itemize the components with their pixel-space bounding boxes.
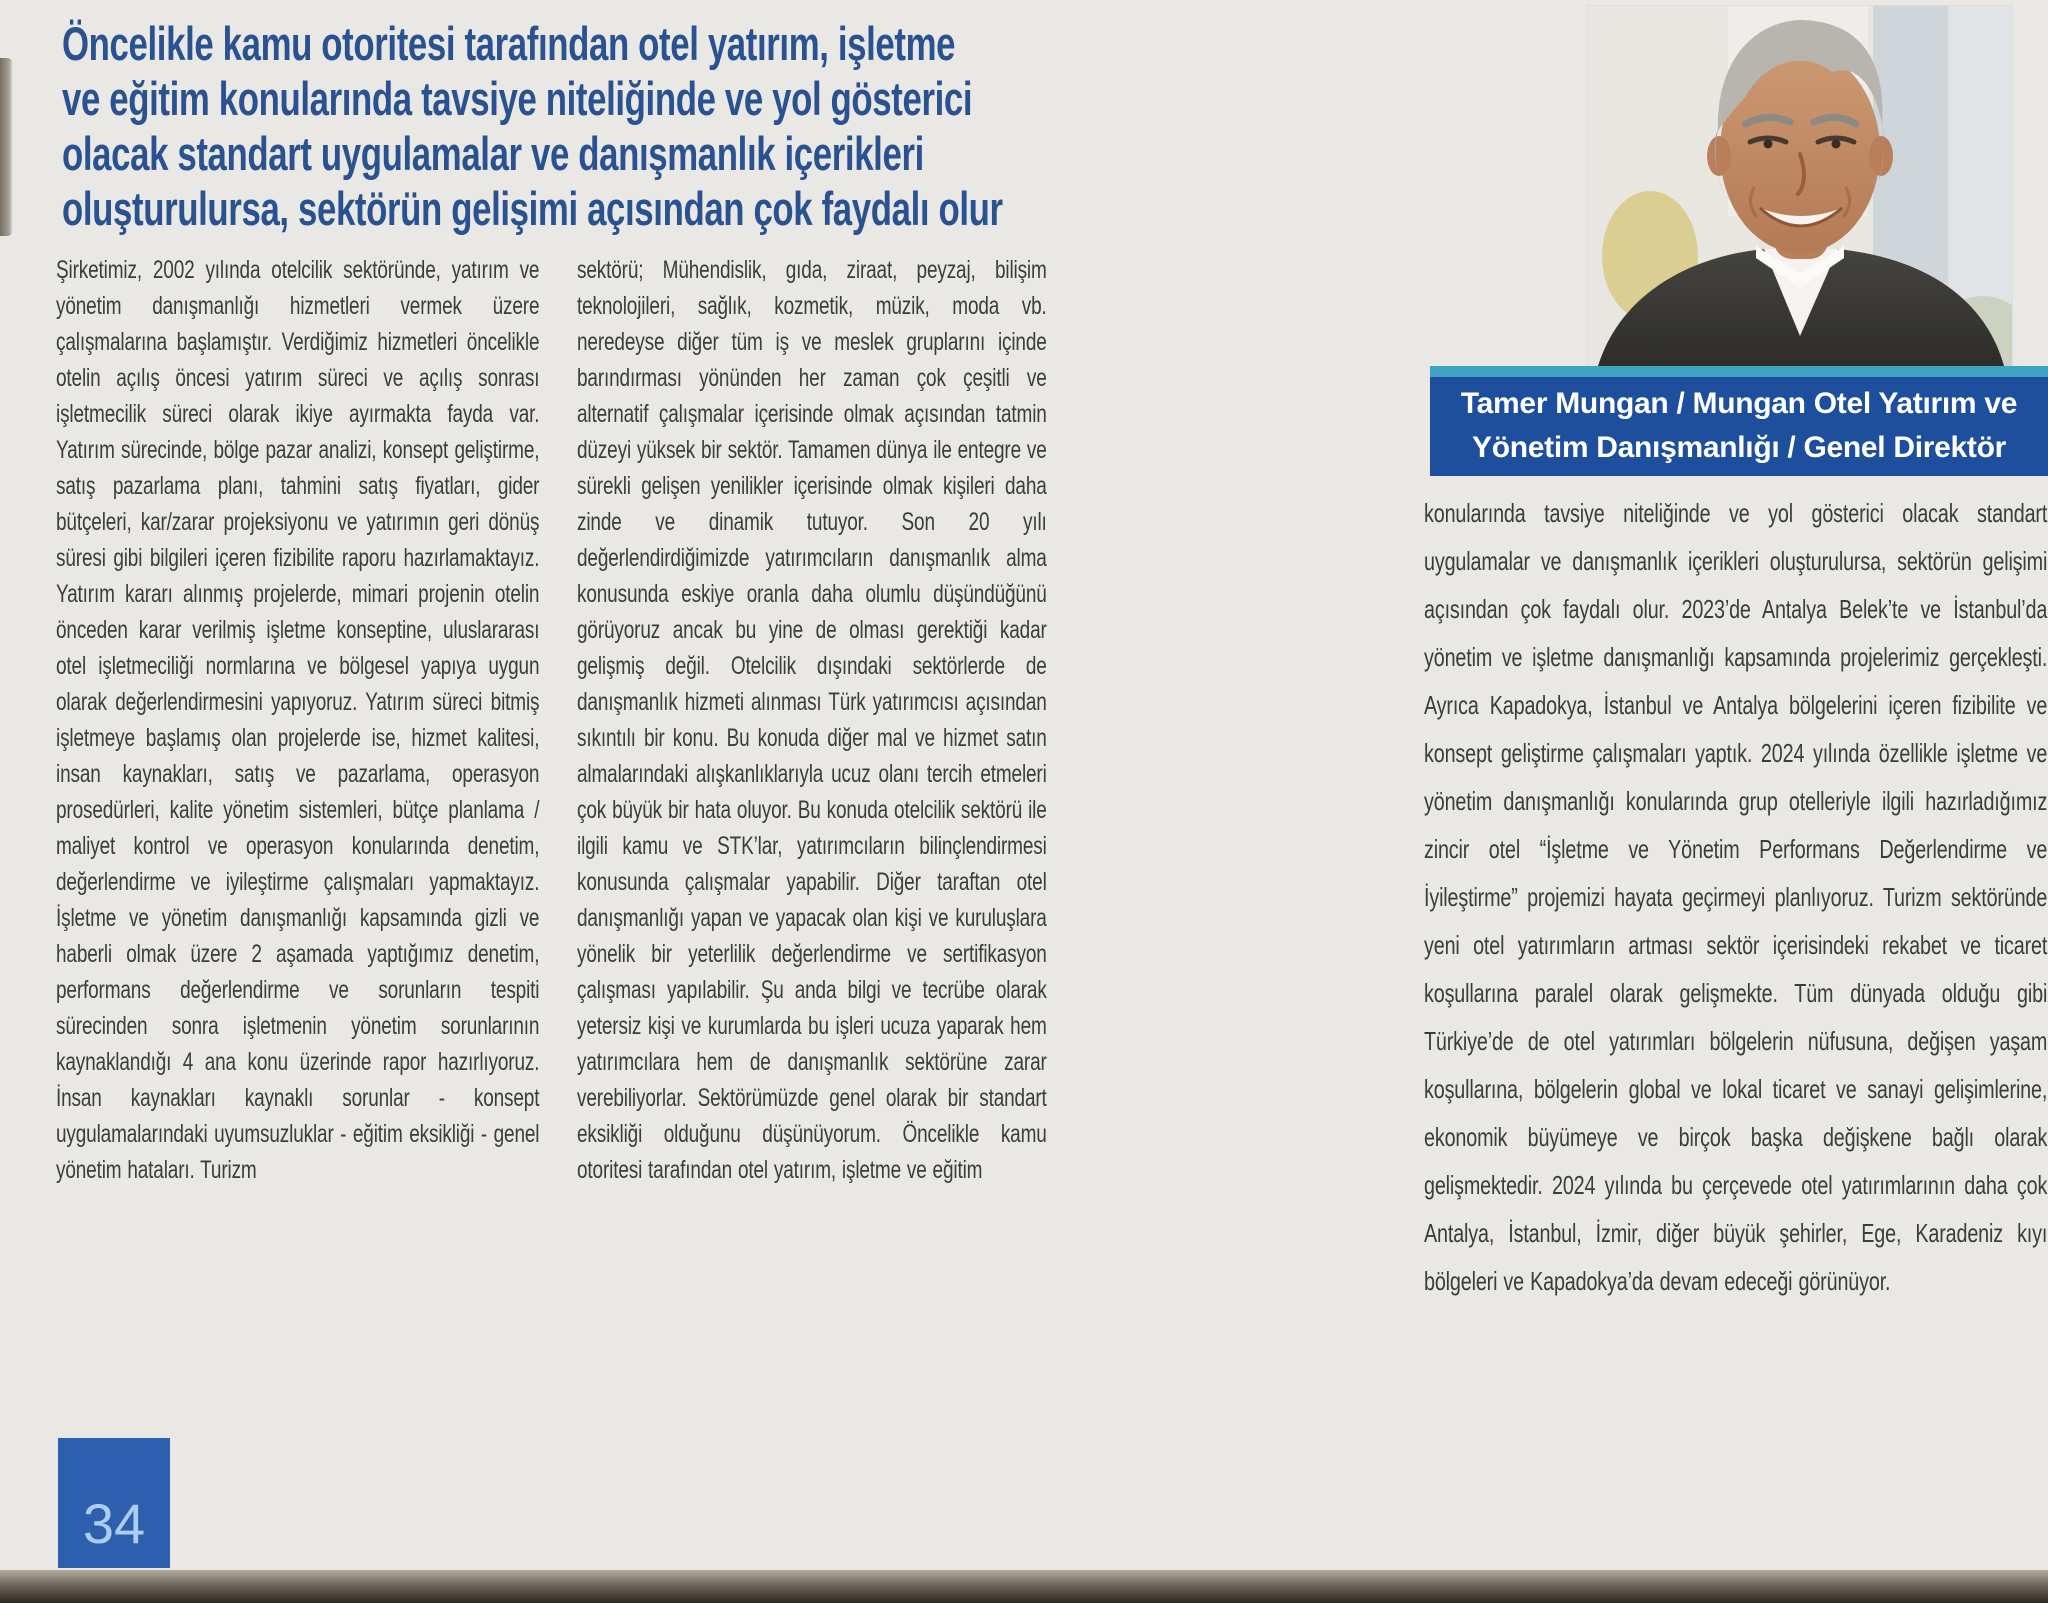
caption-line-1: Tamer Mungan / Mungan Otel Yatırım ve bbox=[1460, 387, 2018, 420]
headline-line-2: ve eğitim konularında tavsiye niteliğinde ve yol gösterici bbox=[62, 72, 973, 125]
page-bottom-edge bbox=[0, 1570, 2048, 1603]
page-number-badge bbox=[58, 1438, 170, 1568]
portrait-photo-graphic bbox=[1588, 6, 2012, 366]
headline-line-4: oluşturulursa, sektörün gelişimi açısından çok faydalı olur bbox=[62, 182, 1003, 235]
article-headline bbox=[62, 16, 1172, 236]
caption-line-2: Yönetim Danışmanlığı / Genel Direktör bbox=[1471, 431, 2007, 464]
article-column-3: konularında tavsiye niteliğinde ve yol gösterici olacak standart uygulamalar ve danışmanlık içerikleri oluşturulursa, sektörün gelişimi açısından çok faydalı olur. 2023’de Antalya Belek’te ve İstanbul’da yönetim ve işletme danışmanlığı kapsamında projelerimiz gerçekleşti. Ayrıca Kapadokya, İstanbul ve Antalya bölgelerini içeren fizibilite ve konsept geliştirme çalışmaları yaptık. 2024 yılında özellikle işletme ve yönetim danışmanlığı konularında grup otelleriyle ilgili hazırladığımız zincir otel “İşletme ve Yönetim Performans Değerlendirme ve İyileştirme” projemizi hayata geçirmeyi planlıyoruz. Turizm sektöründe yeni otel yatırımların artması sektör içerisindeki rekabet ve ticaret koşullarına paralel olarak gelişmekte. Tüm dünyada olduğu gibi Türkiye’de de otel yatırımları bölgelerin nüfusuna, değişen yaşam koşullarına, bölgelerin global ve lokal ticaret ve sanayi gelişimlerine, ekonomik büyümeye ve birçok başka değişkene bağlı olarak gelişmektedir. 2024 yılında bu çerçevede otel yatırımlarının daha çok Antalya, İstanbul, İzmir, diğer büyük şehirler, Ege, Karadeniz kıyı bölgeleri ve Kapadokya’da devam edeceği görünüyor. bbox=[1424, 498, 2048, 1296]
portrait-photo bbox=[1588, 6, 2012, 366]
article-column-2: sektörü; Mühendislik, gıda, ziraat, peyzaj, bilişim teknolojileri, sağlık, kozmetik, müzik, moda vb. neredeyse diğer tüm iş ve meslek gruplarını içinde barındırması yönünden her zaman çok çeşitli ve alternatif çalışmalar içerisinde olmak açısından tatmin düzeyi yüksek bir sektör. Tamamen dünya ile entegre ve sürekli gelişen yenilikler içerisinde olmak kişileri daha zinde ve dinamik tutuyor. Son 20 yılı değerlendirdiğimizde yatırımcıların danışmanlık alma konusunda eskiye oranla daha olumlu düşündüğünü görüyoruz ancak bu yine de olması gerektiği kadar gelişmiş değil. Otelcilik dışındaki sektörlerde de danışmanlık hizmeti alınması Türk yatırımcısı açısından sıkıntılı bir konu. Bu konuda diğer mal ve hizmet satın almalarındaki alışkanlıklarıyla ucuz olanı tercih etmeleri çok büyük bir hata oluyor. Bu konuda otelcilik sektörü ile ilgili kamu ve STK’lar, yatırımcıların bilinçlendirmesi konusunda çalışmalar yapabilir. Diğer taraftan otel danışmanlığı yapan ve yapacak olan kişi ve kuruluşlara yönelik bir yeterlilik değerlendirme ve sertifikasyon çalışması yapılabilir. Şu anda bilgi ve tecrübe olarak yetersiz kişi ve kurumlarda bu işleri ucuza yaparak hem yatırımcılara hem de danışmanlık sektörüne zarar verebiliyorlar. Sektörümüzde genel olarak bir standart eksikliği olduğunu düşünüyorum. Öncelikle kamu otoritesi tarafından otel yatırım, işletme ve eğitim bbox=[577, 256, 1047, 1184]
page-gutter-shadow bbox=[0, 58, 13, 236]
page-number: 34 bbox=[82, 1492, 146, 1555]
photo-caption-bar bbox=[1430, 366, 2048, 476]
headline-line-1: Öncelikle kamu otoritesi tarafından otel yatırım, işletme bbox=[62, 17, 956, 70]
article-column-1: Şirketimiz, 2002 yılında otelcilik sektöründe, yatırım ve yönetim danışmanlığı hizmetleri vermek üzere çalışmalarına başlamıştır. Verdiğimiz hizmetleri öncelikle otelin açılış öncesi yatırım süreci ve açılış sonrası işletmecilik süreci olarak ikiye ayırmakta fayda var. Yatırım sürecinde, bölge pazar analizi, konsept geliştirme, satış pazarlama planı, tahmini satış fiyatları, gider bütçeleri, kar/zarar projeksiyonu ve yatırımın geri dönüş süresi gibi bilgileri içeren fizibilite raporu hazırlamaktayız. Yatırım kararı alınmış projelerde, mimari projenin otelin önceden karar verilmiş işletme konseptine, uluslararası otel işletmeciliği normlarına ve bölgesel yapıya uygun olarak değerlendirmesini yapıyoruz. Yatırım süreci bitmiş işletmeye başlamış olan projelerde ise, hizmet kalitesi, insan kaynakları, satış ve pazarlama, operasyon prosedürleri, kalite yönetim sistemleri, bütçe planlama / maliyet kontrol ve operasyon konularında denetim, değerlendirme ve iyileştirme çalışmaları yapmaktayız. İşletme ve yönetim danışmanlığı kapsamında gizli ve haberli olmak üzere 2 aşamada yaptığımız denetim, performans değerlendirme ve sorunların tespiti sürecinden sonra işletmenin yönetim sorunlarının kaynaklandığı 4 ana konu üzerinde rapor hazırlıyoruz. İnsan kaynakları kaynaklı sorunlar - konsept uygulamalarındaki uyumsuzluklar - eğitim eksikliği - genel yönetim hataları. Turizm bbox=[56, 256, 540, 1184]
headline-line-3: olacak standart uygulamalar ve danışmanlık içerikleri bbox=[62, 127, 924, 180]
